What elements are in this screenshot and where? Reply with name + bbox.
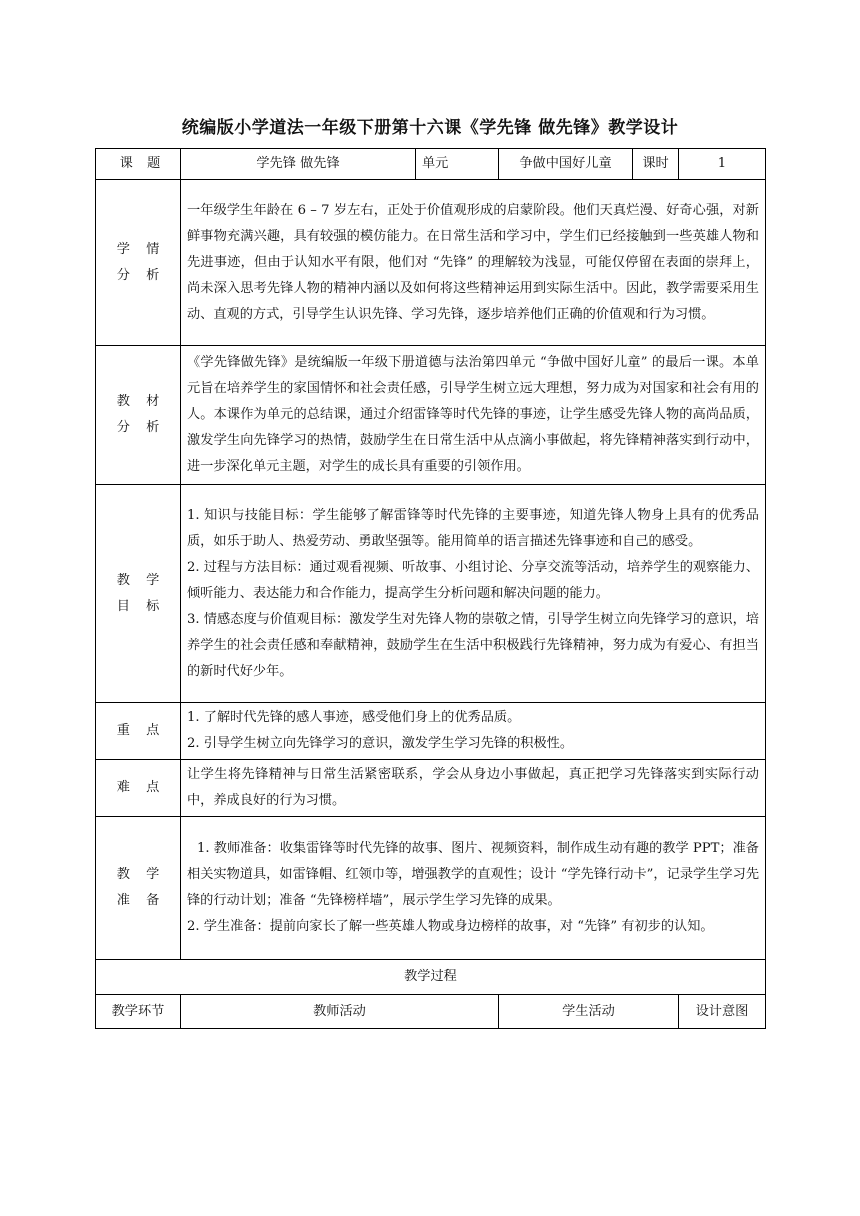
objective-item: 2. 过程与方法目标：通过观看视频、听故事、小组讨论、分享交流等活动，培养学生的观察能力、倾听能力、表达能力和合作能力，提高学生分析问题和解决问题的能力。 xyxy=(187,559,759,601)
preparation-label-line1: 教 学 xyxy=(116,867,166,882)
preparation-row xyxy=(96,817,766,960)
hours-label: 课时 xyxy=(633,149,679,180)
objectives-text xyxy=(181,485,766,703)
student-analysis-label-line1: 学 情 xyxy=(116,241,166,257)
info-row xyxy=(96,149,766,180)
difficulties-paragraph: 让学生将先锋精神与日常生活紧密联系，学会从身边小事做起，真正把学习先锋落实到实际行动中，养成良好的行为习惯。 xyxy=(187,767,759,808)
topic-value: 学先锋 做先锋 xyxy=(181,149,416,180)
key-points-label: 重 点 xyxy=(96,703,181,760)
column-header-stage: 教学环节 xyxy=(96,995,181,1029)
page-title: 统编版小学道法一年级下册第十六课《学先锋 做先锋》教学设计 xyxy=(181,118,679,138)
column-header-student: 学生活动 xyxy=(499,995,679,1029)
column-header-intent: 设计意图 xyxy=(679,995,766,1029)
key-points-row xyxy=(96,703,766,760)
material-analysis-label-line2: 分 析 xyxy=(116,420,166,435)
preparation-item: 1. 教师准备：收集雷锋等时代先锋的故事、图片、视频资料，制作成生动有趣的教学 PPT；准备相关实物道具，如雷锋帽、红领巾等，增强教学的直观性；设计 “学先锋行动卡”，记录学生学习先锋的行动计划；准备 “先锋榜样墙”，展示学生学习先锋的成果。 xyxy=(187,841,759,908)
key-point-item: 1. 了解时代先锋的感人事迹，感受他们身上的优秀品质。 xyxy=(187,710,521,725)
difficulties-text xyxy=(181,760,766,817)
material-analysis-row xyxy=(96,346,766,485)
objective-item: 3. 情感态度与价值观目标：激发学生对先锋人物的崇敬之情，引导学生树立向先锋学习的意识，培养学生的社会责任感和奉献精神，鼓励学生在生活中积极践行先锋精神，努力成为有爱心、有担当的新时代好少年。 xyxy=(187,611,759,679)
process-column-headers xyxy=(96,995,766,1029)
key-point-item: 2. 引导学生树立向先锋学习的意识，激发学生学习先锋的积极性。 xyxy=(187,736,574,751)
difficulties-label: 难 点 xyxy=(96,760,181,817)
student-analysis-row xyxy=(96,180,766,346)
column-header-teacher: 教师活动 xyxy=(181,995,499,1029)
lesson-plan-table xyxy=(95,148,765,1029)
preparation-item: 2. 学生准备：提前向家长了解一些英雄人物或身边榜样的故事，对 “先锋” 有初步的认知。 xyxy=(187,919,714,934)
student-analysis-label xyxy=(96,180,181,346)
objectives-row xyxy=(96,485,766,703)
unit-value: 争做中国好儿童 xyxy=(499,149,633,180)
objectives-label-line2: 目 标 xyxy=(116,598,166,614)
material-analysis-label-line1: 教 材 xyxy=(116,394,166,409)
process-heading: 教学过程 xyxy=(96,960,766,995)
unit-label: 单元 xyxy=(416,149,499,180)
objective-item: 1. 知识与技能目标：学生能够了解雷锋等时代先锋的主要事迹，知道先锋人物身上具有的优秀品质，如乐于助人、热爱劳动、勇敢坚强等。能用简单的语言描述先锋事迹和自己的感受。 xyxy=(187,507,759,549)
student-analysis-paragraph: 一年级学生年龄在 6 – 7 岁左右，正处于价值观形成的启蒙阶段。他们天真烂漫、好奇心强，对新鲜事物充满兴趣，具有较强的模仿能力。在日常生活和学习中，学生们已经接触到一些英雄人物和先进事迹，但由于认知水平有限，他们对 “先锋” 的理解较为浅显，可能仅停留在表面的崇拜上，尚未深入思考先锋人物的精神内涵以及如何将这些精神运用到实际生活中。因此，教学需要采用生动、直观的方式，引导学生认识先锋、学习先锋，逐步培养他们正确的价值观和行为习惯。 xyxy=(187,202,759,322)
key-points-text xyxy=(181,703,766,760)
student-analysis-text xyxy=(181,180,766,346)
student-analysis-label-line2: 分 析 xyxy=(116,267,166,283)
difficulties-row xyxy=(96,760,766,817)
objectives-label-line1: 教 学 xyxy=(116,572,166,588)
topic-label: 课 题 xyxy=(96,149,181,180)
objectives-label xyxy=(96,485,181,703)
material-analysis-paragraph: 《学先锋做先锋》是统编版一年级下册道德与法治第四单元 “争做中国好儿童” 的最后一课。本单元旨在培养学生的家国情怀和社会责任感，引导学生树立远大理想，努力成为对国家和社会有用的人。本课作为单元的总结课，通过介绍雷锋等时代先锋的事迹，让学生感受先锋人物的高尚品质，激发学生向先锋学习的热情，鼓励学生在日常生活中从点滴小事做起，将先锋精神落实到行动中，进一步深化单元主题，对学生的成长具有重要的引领作用。 xyxy=(187,355,759,474)
material-analysis-label xyxy=(96,346,181,485)
hours-value: 1 xyxy=(679,149,766,180)
preparation-text xyxy=(181,817,766,960)
preparation-label xyxy=(96,817,181,960)
preparation-label-line2: 准 备 xyxy=(116,893,166,908)
process-heading-row xyxy=(96,960,766,995)
material-analysis-text xyxy=(181,346,766,485)
